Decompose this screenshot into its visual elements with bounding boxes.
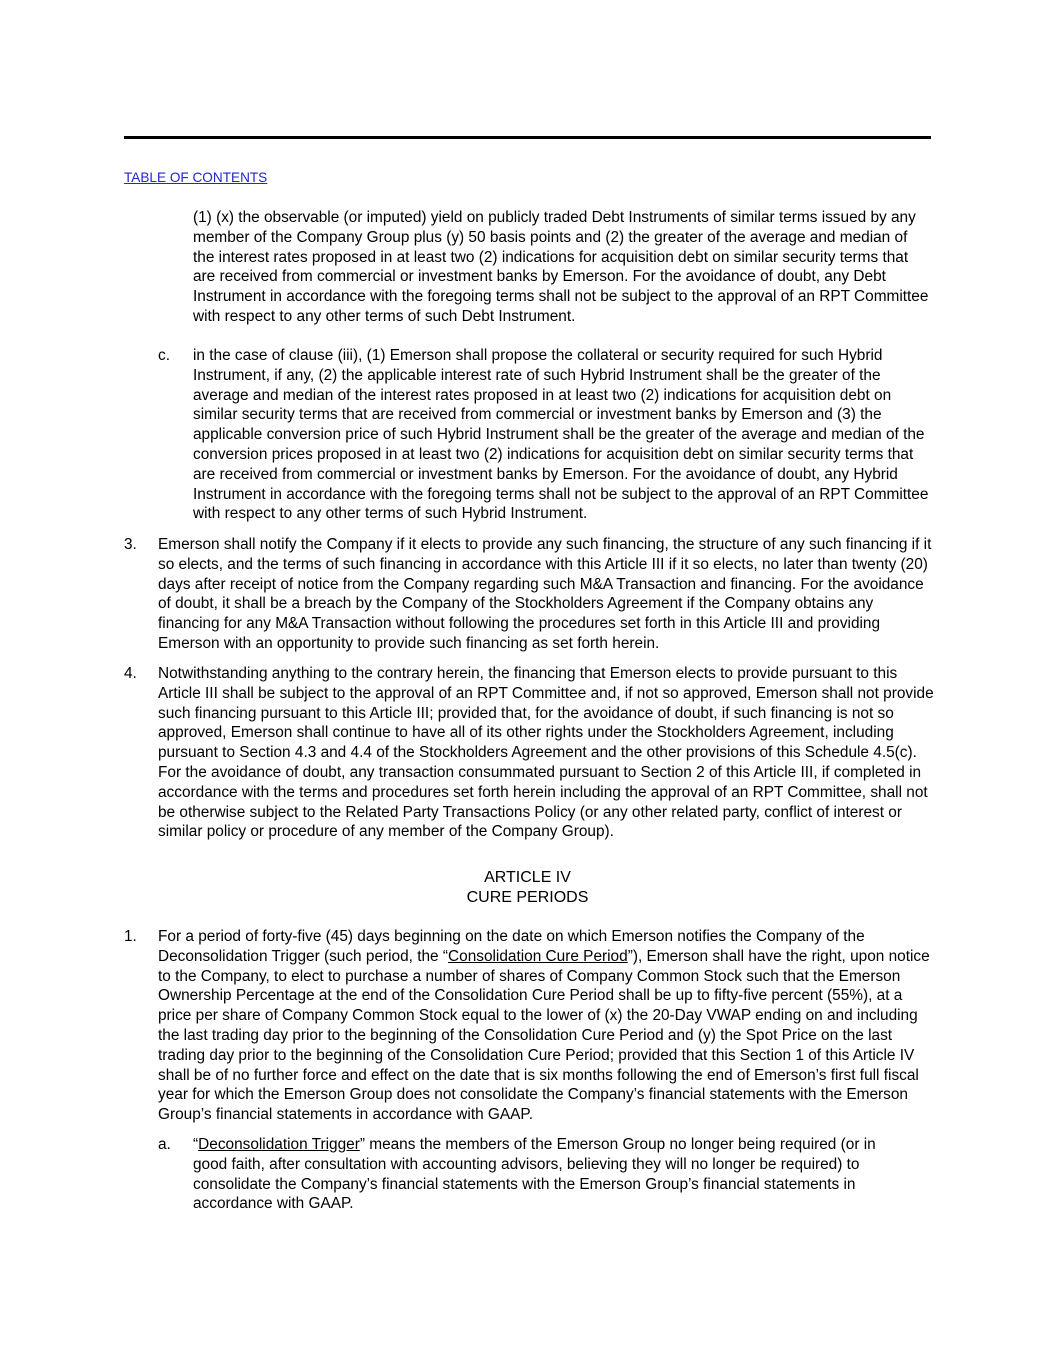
item-a-marker: a.: [158, 1136, 171, 1153]
item-3-text: Emerson shall notify the Company if it elects to provide any such financing, the structure of any such financing if it so elects, and the terms of such financing in accordance with this Article III if it so elects, no later than twenty (20) days after receipt of notice from the Company regarding such M&A Transaction and financing. For the avoidance of doubt, it shall be a breach by the Company of the Stockholders Agreement if the Company obtains any financing for any M&A Transaction without following the procedures set forth in this Article III and providing Emerson with an opportunity to provide such financing as set forth herein.: [158, 536, 932, 652]
item-4-text: Notwithstanding anything to the contrary herein, the financing that Emerson elects to provide pursuant to this Article III shall be subject to the approval of an RPT Committee and, if not so approved, Emerson shall not provide such financing pursuant to this Article III; provided that, for the avoidance of doubt, if such financing is not so approved, Emerson shall continue to have all of its other rights under the Stockholders Agreement, including pursuant to Section 4.3 and 4.4 of the Stockholders Agreement and the other provisions of this Schedule 4.5(c). For the avoidance of doubt, any transaction consummated pursuant to Section 2 of this Article III, if completed in accordance with the terms and procedures set forth herein including the approval of an RPT Committee, shall not be otherwise subject to the Related Party Transactions Policy (or any other related party, conflict of interest or similar policy or procedure of any member of the Company Group).: [158, 665, 934, 841]
item-1-text-after: ”), Emerson shall have the right, upon notice to the Company, to elect to purchase a number of shares of Company Common Stock such that the Emerson Ownership Percentage at the end of the Consolidation Cure Period shall be up to fifty-five percent (55%), at a price per share of Company Common Stock equal to the lower of (x) the 20-Day VWAP ending on and including the last trading day prior to the beginning of the Consolidation Cure Period and (y) the Spot Price on the last trading day prior to the beginning of the Consolidation Cure Period; provided that this Section 1 of this Article IV shall be of no further force and effect on the date that is six months following the end of Emerson’s first full fiscal year for which the Emerson Group does not consolidate the Company’s financial statements with the Emerson Group’s financial statements in accordance with GAAP.: [158, 947, 930, 1124]
article-heading: ARTICLE IV: [484, 869, 571, 886]
table-of-contents-link[interactable]: TABLE OF CONTENTS: [124, 170, 268, 185]
item-1-text-before: For a period of forty-five (45) days beginning on the date on which Emerson notifies the Company of the Deconsolidation Trigger (such period, the “: [158, 928, 865, 965]
item-3-marker: 3.: [124, 536, 137, 553]
item-a-text-after: ” means the members of the Emerson Group no longer being required (or in good faith, after consultation with accounting advisors, believing they will no longer be required) to consolidate the Company’s financial statements with the Emerson Group’s financial statements in accordance with GAAP.: [193, 1136, 876, 1213]
item-1-text: [158, 927, 934, 1125]
item-1-marker: 1.: [124, 928, 137, 945]
item-c-text: in the case of clause (iii), (1) Emerson shall propose the collateral or security required for such Hybrid Instrument, if any, (2) the applicable interest rate of such Hybrid Instrument shall be the greater of the average and median of the interest rates proposed in at least two (2) indications for acquisition debt on similar security terms that are received from commercial or investment banks by Emerson and (3) the applicable conversion price of such Hybrid Instrument shall be the greater of the average and median of the conversion prices proposed in at least two (2) indications for acquisition debt on similar security terms that are received from commercial or investment banks by Emerson. For the avoidance of doubt, any Hybrid Instrument in accordance with the foregoing terms shall not be subject to the approval of an RPT Committee with respect to any other terms of such Hybrid Instrument.: [193, 347, 929, 523]
consolidation-cure-period-term: Consolidation Cure Period: [448, 947, 628, 965]
deconsolidation-trigger-term: Deconsolidation Trigger: [198, 1136, 360, 1153]
item-a-open-quote: “: [193, 1136, 199, 1153]
item-4-marker: 4.: [124, 665, 137, 682]
item-a-text: [193, 1135, 913, 1214]
item-c-marker: c.: [158, 347, 170, 364]
continuation-paragraph: (1) (x) the observable (or imputed) yield on publicly traded Debt Instruments of similar terms issued by any member of the Company Group plus (y) 50 basis points and (2) the greater of the average and median of the interest rates proposed in at least two (2) indications for acquisition debt on similar security terms that are received from commercial or investment banks by Emerson. For the avoidance of doubt, any Debt Instrument in accordance with the foregoing terms shall not be subject to the approval of an RPT Committee with respect to any other terms of such Debt Instrument.: [193, 209, 929, 325]
header-rule: [124, 136, 931, 139]
article-subheading: CURE PERIODS: [466, 889, 589, 906]
